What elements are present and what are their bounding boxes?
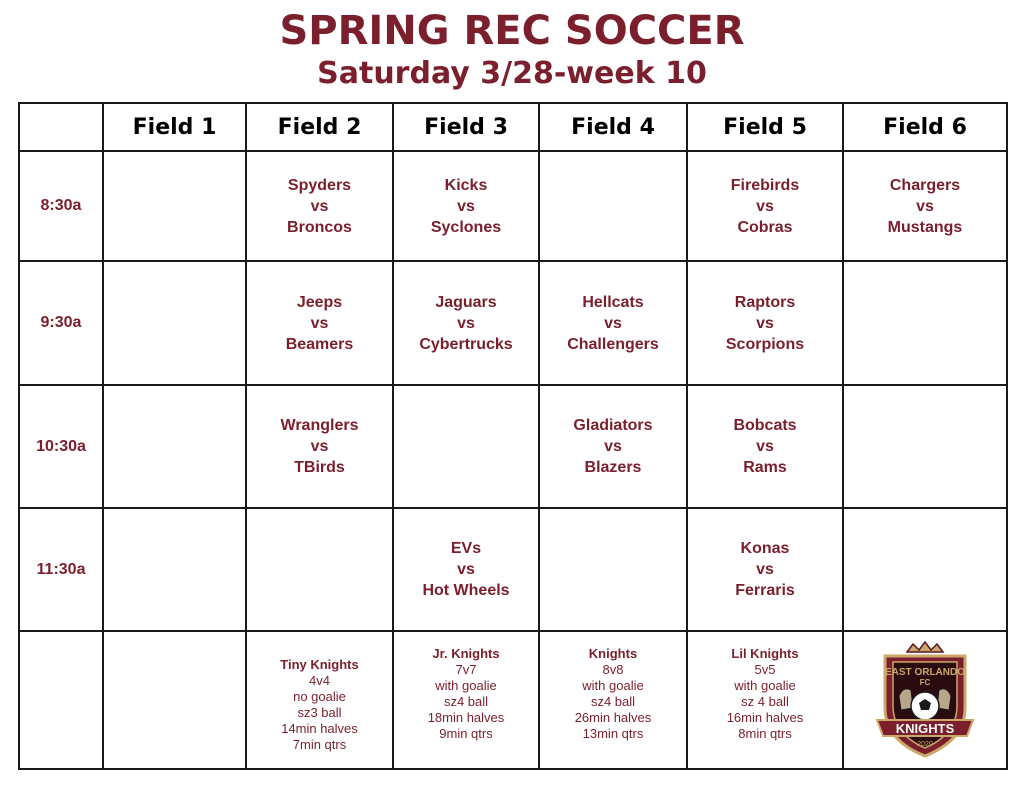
vs-label: vs (756, 561, 774, 578)
empty-cell (393, 385, 539, 508)
vs-label: vs (756, 314, 774, 332)
empty-cell (539, 151, 687, 261)
division-info-row (19, 631, 1007, 769)
vs-label: vs (756, 438, 774, 455)
away-team: Mustangs (887, 218, 963, 236)
away-team: Blazers (584, 459, 642, 476)
division-ball: sz 4 ball (741, 694, 789, 709)
division-name: Lil Knights (731, 646, 799, 661)
game-cell (687, 151, 843, 261)
game-cell (246, 261, 393, 385)
vs-label: vs (604, 314, 622, 332)
home-team: Chargers (889, 176, 961, 194)
division-info-tiny (246, 631, 393, 769)
logo-year-text: 2020 (917, 741, 933, 748)
division-qtrs: 7min qtrs (292, 737, 347, 752)
empty-cell (103, 385, 246, 508)
game-cell (393, 508, 539, 631)
time-label: 10:30a (19, 385, 103, 508)
division-name: Tiny Knights (280, 657, 359, 672)
game-cell (687, 508, 843, 631)
vs-label: vs (310, 197, 329, 215)
logo-fc-text: FC (919, 678, 931, 687)
division-info-lil (687, 631, 843, 769)
home-team: Jeeps (296, 293, 343, 311)
field-header-3: Field 3 (393, 103, 539, 151)
division-goalie: with goalie (435, 678, 497, 693)
empty-cell (19, 631, 103, 769)
home-team: Raptors (734, 293, 796, 311)
vs-label: vs (457, 197, 475, 215)
vs-label: vs (310, 438, 329, 455)
empty-cell (103, 508, 246, 631)
away-team: TBirds (294, 459, 345, 476)
field-header-5: Field 5 (687, 103, 843, 151)
away-team: Cybertrucks (419, 335, 513, 353)
game-cell (539, 385, 687, 508)
game-cell (393, 261, 539, 385)
empty-cell (103, 631, 246, 769)
empty-cell (246, 508, 393, 631)
away-team: Ferraris (735, 582, 795, 599)
game-cell (246, 385, 393, 508)
division-info-knights (539, 631, 687, 769)
game-cell (687, 385, 843, 508)
home-team: Hellcats (582, 293, 644, 311)
away-team: Challengers (567, 335, 659, 353)
division-ball: sz4 ball (443, 694, 489, 709)
empty-cell (843, 508, 1007, 631)
division-name: Knights (588, 646, 638, 661)
page-subtitle: Saturday 3/28-week 10 (317, 56, 707, 91)
time-label: 9:30a (19, 261, 103, 385)
division-goalie: with goalie (582, 678, 644, 693)
game-cell (393, 151, 539, 261)
schedule-table (18, 102, 1008, 770)
field-header-4: Field 4 (539, 103, 687, 151)
field-header-6: Field 6 (843, 103, 1007, 151)
division-qtrs: 8min qtrs (738, 726, 792, 741)
home-team: Kicks (444, 176, 488, 194)
division-goalie: no goalie (293, 689, 346, 704)
empty-cell (539, 508, 687, 631)
game-cell (539, 261, 687, 385)
home-team: Firebirds (730, 176, 800, 194)
home-team: Gladiators (573, 417, 653, 434)
header-row (19, 103, 1007, 151)
game-cell (687, 261, 843, 385)
home-team: Bobcats (733, 417, 797, 434)
division-format: 7v7 (455, 662, 477, 677)
field-header-2: Field 2 (246, 103, 393, 151)
home-team: Wranglers (280, 417, 359, 434)
logo-top-text: EAST ORLANDO (885, 667, 965, 678)
away-team: Cobras (737, 218, 793, 236)
game-cell (246, 151, 393, 261)
division-info-jr (393, 631, 539, 769)
time-label: 8:30a (19, 151, 103, 261)
division-halves: 14min halves (281, 721, 358, 736)
empty-cell (843, 385, 1007, 508)
field-header-1: Field 1 (103, 103, 246, 151)
time-row (19, 385, 1007, 508)
away-team: Syclones (430, 218, 502, 236)
corner-cell (19, 103, 103, 151)
logo-banner-text: KNIGHTS (895, 721, 955, 736)
time-row (19, 261, 1007, 385)
division-halves: 18min halves (427, 710, 505, 725)
away-team: Beamers (285, 335, 354, 353)
east-orlando-knights-logo (863, 638, 987, 762)
vs-label: vs (604, 438, 622, 455)
division-ball: sz3 ball (297, 705, 342, 720)
home-team: Jaguars (435, 293, 497, 311)
time-label: 11:30a (19, 508, 103, 631)
division-qtrs: 9min qtrs (439, 726, 493, 741)
empty-cell (103, 151, 246, 261)
division-halves: 26min halves (574, 710, 652, 725)
division-qtrs: 13min qtrs (582, 726, 644, 741)
away-team: Scorpions (725, 335, 805, 353)
division-ball: sz4 ball (590, 694, 636, 709)
time-row (19, 508, 1007, 631)
away-team: Broncos (287, 218, 352, 236)
empty-cell (103, 261, 246, 385)
time-row (19, 151, 1007, 261)
division-format: 5v5 (754, 662, 776, 677)
empty-cell (843, 261, 1007, 385)
vs-label: vs (916, 197, 934, 215)
vs-label: vs (457, 561, 475, 578)
logo-cell (843, 631, 1007, 769)
home-team: Spyders (287, 176, 352, 194)
division-format: 4v4 (309, 673, 330, 688)
away-team: Hot Wheels (422, 582, 510, 599)
division-halves: 16min halves (726, 710, 804, 725)
division-goalie: with goalie (734, 678, 796, 693)
vs-label: vs (457, 314, 475, 332)
home-team: Konas (740, 540, 790, 557)
home-team: EVs (450, 540, 482, 557)
vs-label: vs (756, 197, 774, 215)
game-cell (843, 151, 1007, 261)
away-team: Rams (743, 459, 787, 476)
page-title: SPRING REC SOCCER (279, 8, 745, 54)
division-format: 8v8 (602, 662, 624, 677)
vs-label: vs (310, 314, 329, 332)
division-name: Jr. Knights (432, 646, 500, 661)
